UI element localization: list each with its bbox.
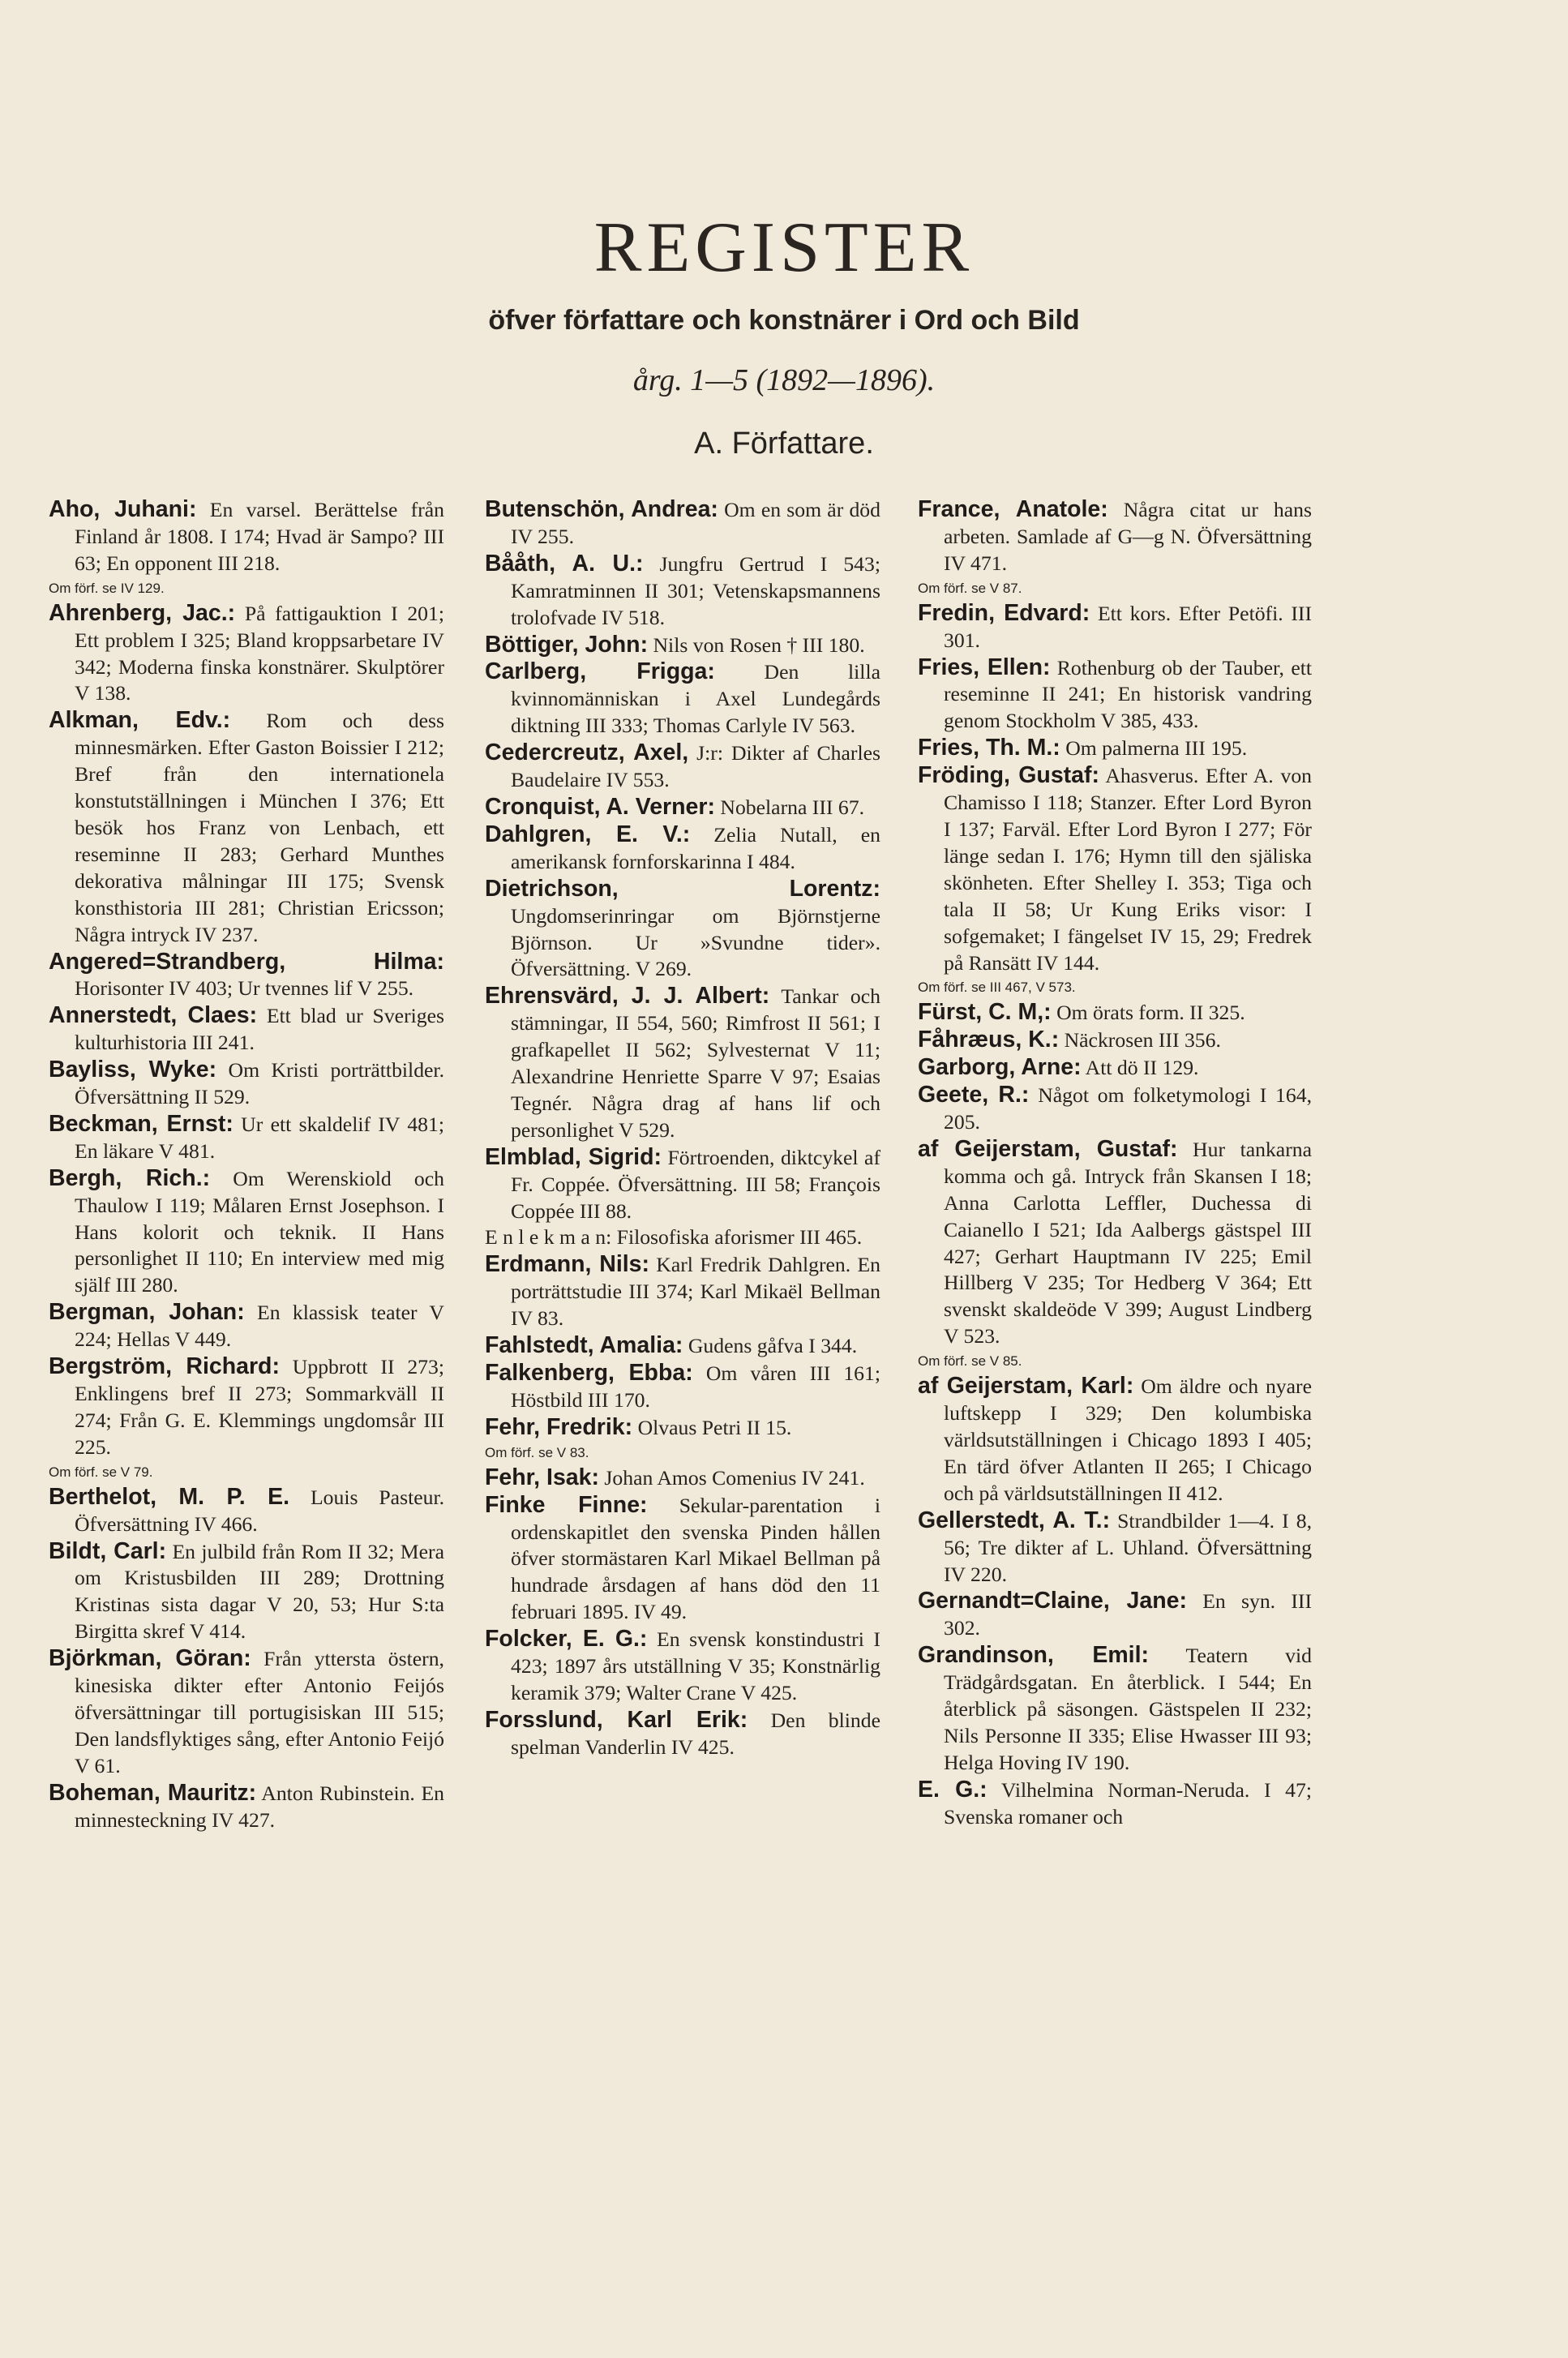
author-name: France, Anatole: <box>918 496 1108 522</box>
register-entry <box>918 1054 1312 1082</box>
register-entry <box>918 735 1312 762</box>
register-entry <box>918 1082 1312 1136</box>
register-entry <box>918 1507 1312 1588</box>
entry-text: Karl Fredrik Dahlgren. En porträttstudie III 374; Karl Mikaël Bellman IV 83. <box>511 1253 880 1331</box>
author-name: Ehrensvärd, J. J. Albert: <box>485 983 770 1010</box>
entry-text: Nobelarna III 67. <box>714 795 864 819</box>
register-entry <box>918 999 1312 1027</box>
entry-text: J:r: Dikter af Charles Baudelaire IV 553. <box>511 741 880 792</box>
author-name: Gellerstedt, A. T.: <box>918 1507 1111 1533</box>
register-entry <box>49 1353 444 1484</box>
author-name: Alkman, Edv.: <box>49 707 231 734</box>
register-entry <box>485 1144 880 1225</box>
entry-text: Zelia Nutall, en amerikansk fornforskarinna I 484. <box>511 822 880 873</box>
register-entry <box>918 762 1312 999</box>
entry-text: Om Werenskiold och Thaulow I 119; Målaren Ernst Josephson. I Hans kolorit och teknik. II Hans personlighet II 110; En interview med mig själf III 280. <box>75 1166 444 1297</box>
entry-text: Tankar och stämningar, II 554, 560; Rimfrost II 561; I grafkapellet II 562; Sylvesternat V 11; Alexandrine Henriette Sparre V 97; Esaias Tegnér. Några drag af hans lif och personlighet V 529. <box>511 984 880 1142</box>
entry-text: Näckrosen III 356. <box>1059 1028 1221 1053</box>
section-heading: A. Författare. <box>694 427 874 461</box>
author-name: Fries, Th. M.: <box>918 735 1060 761</box>
author-note: Om förf. se V 87. <box>918 580 1022 596</box>
register-entry <box>918 496 1312 600</box>
entry-text: Ur ett skaldelif IV 481; En läkare V 481. <box>75 1112 444 1163</box>
register-entry <box>49 1484 444 1538</box>
page-subtitle: öfver författare och konstnärer i Ord och Bild <box>488 305 1080 336</box>
author-name: Elmblad, Sigrid: <box>485 1143 662 1170</box>
entry-text: Något om folketymologi I 164, 205. <box>944 1083 1312 1134</box>
entry-text: Gudens gåfva I 344. <box>683 1334 858 1358</box>
entry-text: Vilhelmina Norman-Neruda. I 47; Svenska romaner och <box>944 1777 1312 1829</box>
register-entry <box>49 1538 444 1646</box>
author-name: Bayliss, Wyke: <box>49 1057 217 1083</box>
author-note: Om förf. se V 85. <box>918 1353 1022 1370</box>
entry-text: Uppbrott II 273; Enklingens bref II 273; Sommarkväll II 274; Från G. E. Klemmings ungdomsår III 225. <box>75 1355 444 1459</box>
register-entry <box>485 794 880 821</box>
author-name: Beckman, Ernst: <box>49 1110 233 1137</box>
author-name: Garborg, Arne: <box>918 1054 1082 1081</box>
author-name: Carlberg, Frigga: <box>485 658 715 685</box>
register-entry <box>485 1464 880 1492</box>
register-entry <box>49 600 444 708</box>
register-entry <box>485 658 880 740</box>
volume-years: årg. 1—5 (1892—1896). <box>632 363 936 397</box>
register-column-1 <box>49 496 444 1834</box>
author-name: Fahlstedt, Amalia: <box>485 1332 683 1359</box>
author-name: Björkman, Göran: <box>49 1645 251 1672</box>
register-entry <box>485 1332 880 1360</box>
register-entry <box>49 496 444 600</box>
author-name: Bergh, Rich.: <box>49 1164 211 1191</box>
register-entry <box>485 496 880 551</box>
entry-text: Rothenburg ob der Tauber, ett reseminne II 241; En historisk vandring genom Stockholm V 385, 433. <box>944 655 1312 733</box>
author-name: af Geijerstam, Gustaf: <box>918 1135 1178 1162</box>
entry-text: En svensk konstindustri I 423; 1897 års utställning V 35; Konstnärlig keramik 379; Walter Crane V 425. <box>511 1627 880 1704</box>
entry-text: Rom och dess minnesmärken. Efter Gaston Boissier I 212; Bref från den internationela konstutställningen i München I 376; Ett besök hos Franz von Lenbach, ett reseminne II 283; Gerhard Munthes dekorativa målningar III 175; Svensk konsthistoria III 281; Christian Ericsson; Några intryck IV 237. <box>75 709 444 946</box>
register-entry <box>918 1642 1312 1777</box>
entry-text: Horisonter IV 403; Ur tvennes lif V 255. <box>75 976 414 1001</box>
author-name: Angered=Strandberg, Hilma: <box>49 948 444 975</box>
entry-text: En julbild från Rom II 32; Mera om Kristusbilden III 289; Drottning Kristinas sista dagar V 20, 53; Hur S:ta Birgitta skref V 414. <box>75 1539 444 1644</box>
register-entry <box>485 1492 880 1627</box>
entry-text: Strandbilder 1—4. I 8, 56; Tre dikter af L. Uhland. Öfversättning IV 220. <box>944 1508 1312 1586</box>
author-name: Cedercreutz, Axel, <box>485 740 689 766</box>
author-note: Om förf. se V 79. <box>49 1464 153 1480</box>
register-entry <box>918 1777 1312 1831</box>
register-entry <box>49 949 444 1003</box>
author-name: Fredin, Edvard: <box>918 599 1090 626</box>
author-note: Om förf. se III 467, V 573. <box>918 980 1076 996</box>
register-entry <box>49 1645 444 1780</box>
entry-text: E n l e k m a n: Filosofiska aforismer III 465. <box>485 1225 863 1250</box>
entry-text: Att dö II 129. <box>1081 1056 1199 1080</box>
entry-text: Den lilla kvinnomänniskan i Axel Lundegårds diktning III 333; Thomas Carlyle IV 563. <box>511 660 880 738</box>
register-entry <box>485 1414 880 1464</box>
register-entry <box>918 1373 1312 1507</box>
author-name: Grandinson, Emil: <box>918 1642 1150 1669</box>
entry-text: Louis Pasteur. Öfversättning IV 466. <box>75 1485 445 1536</box>
entry-text: Olvaus Petri II 15. <box>632 1415 792 1439</box>
entry-text: Jungfru Gertrud I 543; Kamratminnen II 301; Vetenskapsmannens trolofvade IV 518. <box>511 551 881 629</box>
author-name: E. G.: <box>918 1776 987 1803</box>
entry-text: En syn. III 302. <box>944 1589 1312 1640</box>
entry-text: Om en som är död IV 255. <box>511 498 880 548</box>
entry-text: Sekular-parentation i ordenskapitlet den svenska Pinden hållen öfver stormästaren Karl Mikael Bellman på hundrade årsdagen af hans död den 11 februari 1895. IV 49. <box>511 1493 881 1624</box>
register-entry <box>49 1165 444 1300</box>
author-name: Fürst, C. M,: <box>918 999 1052 1026</box>
register-entry <box>49 1111 444 1165</box>
author-name: Dietrichson, Lorentz: <box>485 875 880 902</box>
author-name: Bildt, Carl: <box>49 1537 167 1564</box>
entry-text: Ahasverus. Efter A. von Chamisso I 118; Stanzer. Efter Lord Byron I 137; Farväl. Efter Lord Byron I 277; För länge sedan I. 176; Hymn till den själiska skönheten. Efter Shelley I. 353; Tiga och tala II 58; Ur Kung Eriks visor: I sofgemaket; I fängelset IV 15, 29; Fredrek på Ransätt IV 144. <box>944 764 1313 975</box>
entry-text: Anton Rubinstein. En minnesteckning IV 427. <box>75 1781 444 1832</box>
register-column-3 <box>918 496 1312 1831</box>
entry-text: Om våren III 161; Höstbild III 170. <box>511 1361 881 1412</box>
author-name: Forsslund, Karl Erik: <box>485 1706 748 1733</box>
entry-text: På fattigauktion I 201; Ett problem I 325; Bland kroppsarbetare IV 342; Moderna finska konstnärer. Skulptörer V 138. <box>75 601 445 705</box>
author-name: Ahrenberg, Jac.: <box>49 599 236 626</box>
register-entry <box>49 1002 444 1057</box>
author-name: Annerstedt, Claes: <box>49 1002 258 1029</box>
register-column-2 <box>485 496 880 1761</box>
register-entry <box>49 707 444 948</box>
register-entry <box>485 1707 880 1761</box>
author-name: Bergman, Johan: <box>49 1299 245 1326</box>
author-name: Böttiger, John: <box>485 631 649 658</box>
author-name: af Geijerstam, Karl: <box>918 1373 1134 1400</box>
entry-text: Johan Amos Comenius IV 241. <box>598 1465 865 1490</box>
author-name: Fehr, Fredrik: <box>485 1413 633 1440</box>
register-entry <box>485 551 880 632</box>
author-name: Bergström, Richard: <box>49 1353 280 1380</box>
entry-text: Några citat ur hans arbeten. Samlade af G—g N. Öfversättning IV 471. <box>944 498 1312 575</box>
entry-text: Den blinde spelman Vanderlin IV 425. <box>511 1708 880 1759</box>
author-name: Bååth, A. U.: <box>485 550 644 577</box>
register-entry <box>485 983 880 1143</box>
author-name: Fehr, Isak: <box>485 1464 599 1490</box>
entry-text: Förtroenden, diktcykel af Fr. Coppée. Öfversättning. III 58; François Coppée III 88. <box>511 1145 880 1223</box>
register-entry <box>918 1136 1312 1373</box>
register-entry <box>485 1626 880 1707</box>
author-name: Fries, Ellen: <box>918 654 1051 680</box>
author-name: Folcker, E. G.: <box>485 1626 648 1653</box>
author-name: Geete, R.: <box>918 1082 1030 1108</box>
register-entry <box>485 1360 880 1414</box>
author-name: Aho, Juhani: <box>49 496 197 522</box>
author-name: Finke Finne: <box>485 1491 648 1518</box>
entry-text: Om äldre och nyare luftskepp I 329; Den kolumbiska världsutställningen i Chicago 1893 I 405; En tärd öfver Atlanten II 265; I Chicago och på världsutställningen II 412. <box>944 1374 1312 1505</box>
entry-text: Ett kors. Efter Petöfi. III 301. <box>944 601 1312 652</box>
register-entry <box>485 632 880 659</box>
author-name: Butenschön, Andrea: <box>485 496 718 522</box>
author-note: Om förf. se V 83. <box>485 1444 589 1460</box>
author-name: Gernandt=Claine, Jane: <box>918 1588 1187 1614</box>
register-entry <box>918 600 1312 654</box>
entry-text: Om Kristi porträttbilder. Öfversättning II 529. <box>75 1058 444 1109</box>
register-entry <box>918 1027 1312 1054</box>
register-entry <box>485 1224 880 1251</box>
author-name: Fröding, Gustaf: <box>918 762 1100 789</box>
page-title: REGISTER <box>593 208 975 287</box>
register-entry <box>485 821 880 876</box>
author-name: Berthelot, M. P. E. <box>49 1483 290 1510</box>
entry-text: Nils von Rosen † III 180. <box>648 632 865 657</box>
register-entry <box>485 1251 880 1332</box>
entry-text: Ungdomserinringar om Björnstjerne Björnson. Ur »Svundne tider». Öfversättning. V 269. <box>511 903 880 981</box>
entry-text: En klassisk teater V 224; Hellas V 449. <box>75 1301 444 1352</box>
entry-text: Ett blad ur Sveriges kulturhistoria III 241. <box>75 1004 444 1055</box>
author-name: Falkenberg, Ebba: <box>485 1360 693 1386</box>
entry-text: Teatern vid Trädgårdsgatan. En återblick. I 544; En återblick på säsongen. Gästspelen II 232; Nils Personne II 335; Elise Hwasser III 93; Helga Hoving IV 190. <box>944 1644 1313 1774</box>
register-entry <box>49 1780 444 1834</box>
entry-text: Om palmerna III 195. <box>1060 736 1248 761</box>
register-entry <box>485 876 880 984</box>
register-entry <box>49 1057 444 1111</box>
author-name: Boheman, Mauritz: <box>49 1779 257 1806</box>
author-name: Erdmann, Nils: <box>485 1251 649 1278</box>
entry-text: Om örats form. II 325. <box>1051 1001 1245 1025</box>
register-entry <box>485 740 880 794</box>
author-note: Om förf. se IV 129. <box>49 580 165 596</box>
entry-text: Hur tankarna komma och gå. Intryck från Skansen I 18; Anna Carlotta Leffler, Duchessa di Caianello I 521; Ida Aalbergs gästspel III 427; Gerhart Hauptmann IV 225; Emil Hillberg V 235; Tor Hedberg V 364; Ett svenskt skaldeöde V 399; August Lindberg V 523. <box>944 1137 1312 1348</box>
entry-text: Från yttersta östern, kinesiska dikter efter Antonio Feijós öfversättningar till portugisiskan III 515; Den landsflyktiges sång, efter Antonio Feijó V 61. <box>75 1647 444 1777</box>
register-entry <box>49 1299 444 1353</box>
author-name: Cronquist, A. Verner: <box>485 793 715 820</box>
author-name: Fåhræus, K.: <box>918 1027 1060 1053</box>
register-entry <box>918 654 1312 735</box>
register-entry <box>918 1588 1312 1642</box>
entry-text: En varsel. Berättelse från Finland år 1808. I 174; Hvad är Sampo? III 63; En opponent III 218. <box>75 498 444 575</box>
author-name: Dahlgren, E. V.: <box>485 821 691 847</box>
